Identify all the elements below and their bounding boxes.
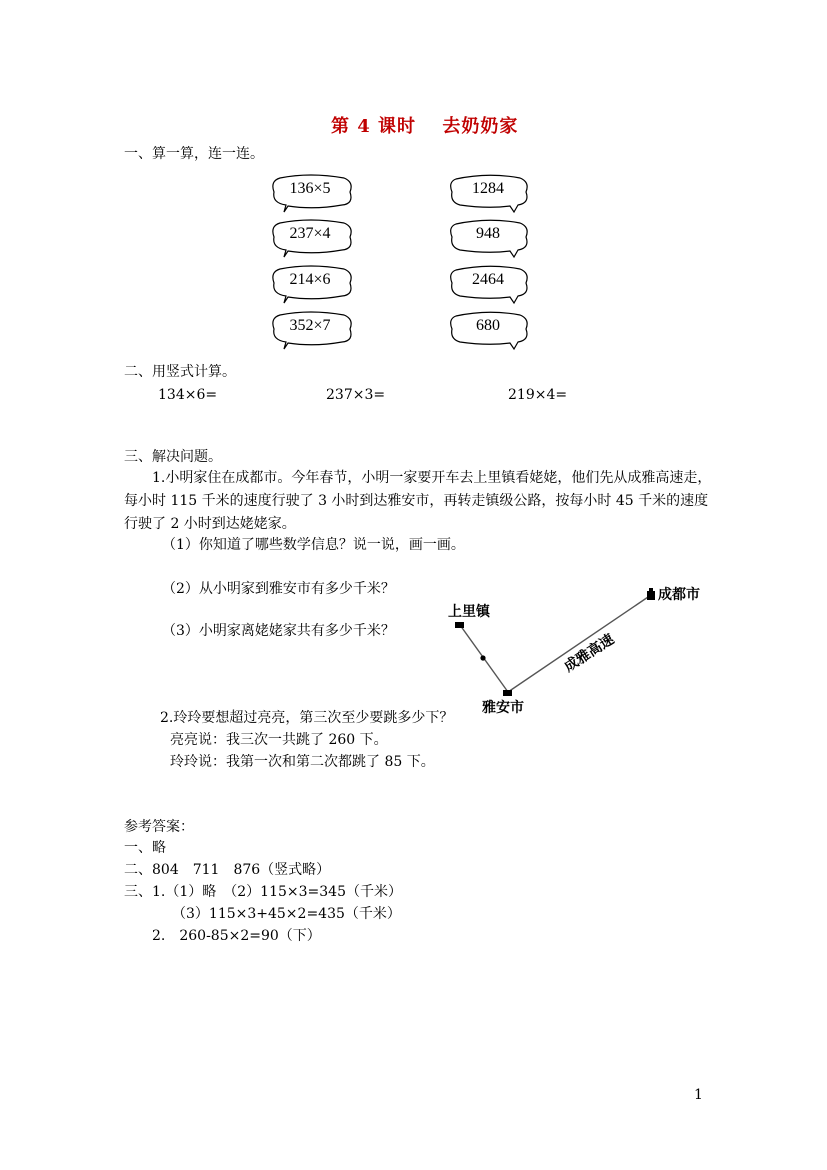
expression-text: 237×4 xyxy=(289,225,331,242)
section2-heading: 二、用竖式计算。 xyxy=(124,364,236,380)
bubble-right-2 xyxy=(448,219,532,257)
bubble-right-3 xyxy=(448,265,532,303)
lingling-line: 玲玲说：我第一次和第二次都跳了 85 下。 xyxy=(170,754,435,770)
section1-heading: 一、算一算，连一连。 xyxy=(124,146,264,162)
page-number: 1 xyxy=(694,1087,703,1103)
question-3: （3）小明家离姥姥家共有多少千米？ xyxy=(162,623,395,639)
highway-label: 成雅高速 xyxy=(561,631,618,676)
result-text: 1284 xyxy=(472,180,504,197)
answer-2: 二、804 711 876（竖式略） xyxy=(124,862,331,878)
expression-text: 352×7 xyxy=(289,317,331,334)
question-1: （1）你知道了哪些数学信息？说一说，画一画。 xyxy=(162,537,465,553)
result-text: 680 xyxy=(476,317,500,334)
bubble-left-4 xyxy=(270,311,354,349)
answer-3-1: 三、1.（1）略 （2）115×3=345（千米） xyxy=(124,884,402,900)
answers-heading: 参考答案： xyxy=(124,819,194,835)
problem2-text: 2.玲玲要想超过亮亮，第三次至少要跳多少下？ xyxy=(160,710,454,726)
result-text: 2464 xyxy=(472,271,504,288)
bubble-left-3 xyxy=(270,265,354,303)
problem1-text: 1.小明家住在成都市。今年春节，小明一家要开车去上里镇看姥姥，他们先从成雅高速走，每小时 115 千米的速度行驶了 3 小时到达雅安市，再转走镇级公路，按每小时 45 千米的速度行驶了 2 小时到达姥姥家。 xyxy=(124,470,712,532)
result-text: 948 xyxy=(476,225,500,242)
chengdu-marker xyxy=(647,588,655,600)
calc-item-3: 219×4= xyxy=(508,387,568,403)
shanglizhen-label: 上里镇 xyxy=(448,604,490,620)
chengdu-label: 成都市 xyxy=(658,587,700,603)
page-title: 第 4 课时 去奶奶家 xyxy=(331,116,519,137)
section3-heading: 三、解决问题。 xyxy=(124,449,222,465)
shanglizhen-marker xyxy=(455,622,464,628)
bubble-right-1 xyxy=(448,174,532,212)
answer-3-2: （3）115×3+45×2=435（千米） xyxy=(172,906,401,922)
expression-text: 214×6 xyxy=(289,271,331,288)
question-2: （2）从小明家到雅安市有多少千米？ xyxy=(162,581,395,597)
yaan-marker xyxy=(503,690,512,696)
answer-3-3: 2. 260-85×2=90（下） xyxy=(152,928,321,944)
route-map xyxy=(440,580,730,730)
bubble-left-1 xyxy=(270,174,354,212)
bubble-left-2 xyxy=(270,219,354,257)
calc-item-2: 237×3= xyxy=(326,387,386,403)
highway-line xyxy=(508,595,651,692)
expression-text: 136×5 xyxy=(289,180,331,197)
yaan-label: 雅安市 xyxy=(482,700,524,716)
route-dot xyxy=(480,655,485,660)
calc-item-1: 134×6= xyxy=(158,387,218,403)
answer-1: 一、略 xyxy=(124,840,166,856)
bubble-right-4 xyxy=(448,311,532,349)
liangliang-line: 亮亮说：我三次一共跳了 260 下。 xyxy=(170,732,388,748)
